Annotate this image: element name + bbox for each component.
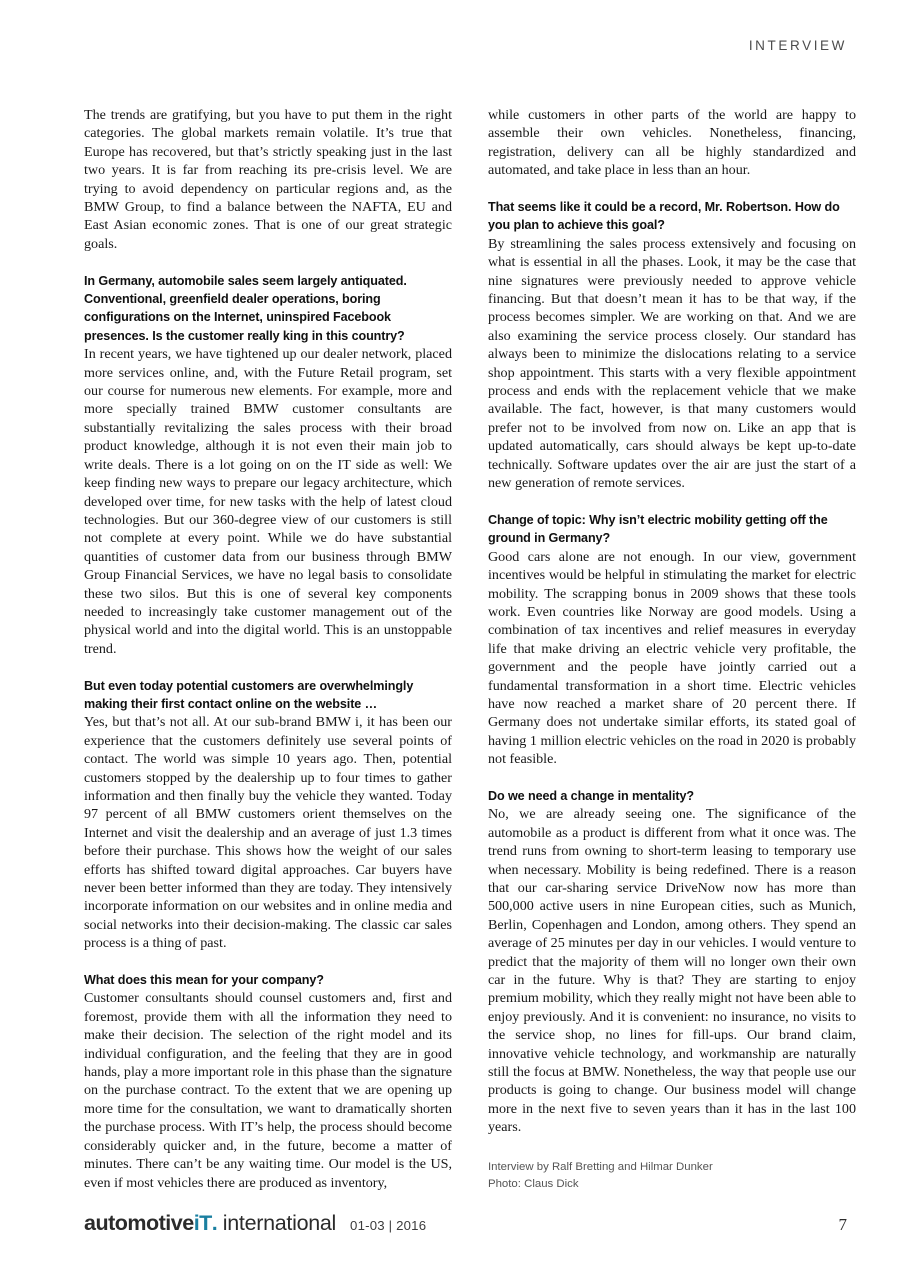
left-column: [84, 106, 452, 1193]
article-credits: [488, 1159, 856, 1193]
section-header-interview: INTERVIEW: [748, 38, 847, 53]
question-heading: In Germany, automobile sales seem largely antiquated. Conventional, greenfield dealer operations, boring configurations on the Internet, uninspired Facebook presences. Is the customer really king in this country?: [84, 273, 407, 343]
answer-paragraph: Yes, but that’s not all. At our sub-brand BMW i, it has been our experience that the customers definitely use several points of contact. The world was simple 10 years ago. Then, potential customers stopped by the dealership up to four times to gather information and then finally buy the vehicle they wanted. Today 97 percent of all BMW customers orient themselves on the Internet and visit the dealership and an average of just 1.3 times before their purchase. This shows how the weight of our sales efforts has shifted toward digital approaches. Car buyers have never been better informed than they are today. They intensively incorporate information on our websites and in online media and social networks into their decision-making. The classic car sales process is a thing of past.: [84, 714, 452, 952]
paragraph-spacer: [84, 953, 452, 971]
page-number: 7: [838, 1215, 847, 1234]
answer-paragraph: No, we are already seeing one. The significance of the automobile as a product is different from what it once was. The trend runs from owning to short-term leasing to temporary use when necessary. Mobility is being redefined. There is a reason that our car-sharing service DriveNow now has more than 500,000 active users in nine European cities, such as Munich, Berlin, Copenhagen and London, among others. They spend an average of 25 minutes per day in our vehicles. I would venture to predict that the majority of them will no longer own their own car in the future. Why is that? They are starting to enjoy premium mobility, which they really might not have been able to enjoy previously. And it is convenient: no insurance, no visits to the service shop, no lines for fill-ups. Our brand claim, innovative vehicle technology, and workmanship are naturally still the focus at BMW. Nonetheless, the way that people use our products is going to change. Our business model will change more in the next five to seven years than it has in the last 100 years.: [488, 806, 856, 1136]
logo-word-automotive: automotive: [84, 1211, 194, 1235]
paragraph-spacer: [84, 658, 452, 676]
article-columns: [84, 106, 856, 1193]
answer-paragraph: By streamlining the sales process extensively and focusing on what is essential in all the phases. Look, it may be the case that nine signatures were previously needed to approve vehicle financing. But that doesn’t mean it has to be that way, if the process becomes simpler. We are working on that. And we are also examining the service process closely. Our standard has always been to minimize the dislocations relating to a service shop appointment. This starts with a very flexible appointment process and ends with the replacement vehicle that we make available. The fact, however, is that many customers would prefer not to be involved from now on. Like an app that is updated automatically, cars should always be kept up-to-date technically. Software updates over the air are just the start of a new generation of remote services.: [488, 235, 856, 492]
answer-paragraph: while customers in other parts of the world are happy to assemble their own vehicles. Nonetheless, financing, registration, delivery can all be highly standardized and automated, and take place in less than an hour.: [488, 107, 856, 179]
publication-logo: [84, 1211, 426, 1236]
question-heading: Do we need a change in mentality?: [488, 788, 694, 803]
logo-dot: .: [211, 1211, 218, 1235]
credit-interview-by: Interview by Ralf Bretting and Hilmar Dunker: [488, 1160, 713, 1173]
answer-paragraph: In recent years, we have tightened up our dealer network, placed more services online, and, with the Future Retail program, set our course for numerous new elements. For example, more and more specially trained BMW customer consultants are substantially revitalizing the sales process with their broad product knowledge, although it is not even their main job to write deals. There is a lot going on on the IT side as well: We keep finding new ways to prepare our legacy architecture, which developed over time, for new tasks with the help of latest cloud technologies. But our 360-degree view of our customers is still not complete at every point. While we do have substantial quantities of customer data from our business through BMW Group Financial Services, we have no legal basis to consolidate these two silos. But this is one of several key components needed to increasingly take customer management out of the physical world and into the digital world. This is an unstoppable trend.: [84, 346, 452, 657]
question-heading: But even today potential customers are overwhelmingly making their first contact online on the website …: [84, 678, 414, 711]
answer-paragraph: The trends are gratifying, but you have to put them in the right categories. The global markets remain volatile. It’s true that Europe has recovered, but that’s strictly speaking just in the last two years. It is far from reaching its pre-crisis level. We are trying to avoid dependency on particular regions and, as the BMW Group, to find a balance between the NAFTA, EU and East Asian economic zones. That is one of our great strategic goals.: [84, 107, 452, 252]
paragraph-spacer: [84, 253, 452, 271]
page-footer: [84, 1211, 847, 1236]
credit-photo-by: Photo: Claus Dick: [488, 1177, 579, 1190]
logo-word-international: international: [222, 1211, 337, 1235]
answer-paragraph: Customer consultants should counsel customers and, first and foremost, provide them with all the information they need to make their decision. The selection of the right model and its individual configuration, and the feeling that they are in good hands, play a more important role in this phase than the signature on the purchase contract. To the extent that we are opening up more time for the consultation, we want to dramatically shorten the purchase process. With IT’s help, the process should become considerably quicker and, in the future, become a matter of minutes. There can’t be any waiting time. Our model is the US, even if most vehicles there are produced as inventory,: [84, 990, 452, 1191]
question-heading: What does this mean for your company?: [84, 973, 324, 988]
logo-word-it: iT: [193, 1211, 212, 1235]
right-column: [488, 106, 856, 1193]
answer-paragraph: Good cars alone are not enough. In our view, government incentives would be helpful in stimulating the market for electric mobility. The scrapping bonus in 2009 shows that these tools work. Even countries like Norway are good models. Using a combination of tax incentives and relief measures in everyday life that make driving an electric vehicle very profitable, the government and the people have jointly carried out a fundamental transformation in a short time. Electric vehicles have now reached a market share of 20 percent there. If Germany does not undertake similar efforts, its stated goal of having 1 million electric vehicles on the road in 2020 is probably not feasible.: [488, 548, 856, 768]
question-heading: That seems like it could be a record, Mr. Robertson. How do you plan to achieve this goal?: [488, 200, 840, 233]
paragraph-spacer: [488, 180, 856, 198]
paragraph-spacer: [488, 493, 856, 511]
question-heading: Change of topic: Why isn’t electric mobility getting off the ground in Germany?: [488, 512, 828, 546]
issue-date: 01-03 | 2016: [350, 1218, 427, 1233]
paragraph-spacer: [488, 769, 856, 787]
